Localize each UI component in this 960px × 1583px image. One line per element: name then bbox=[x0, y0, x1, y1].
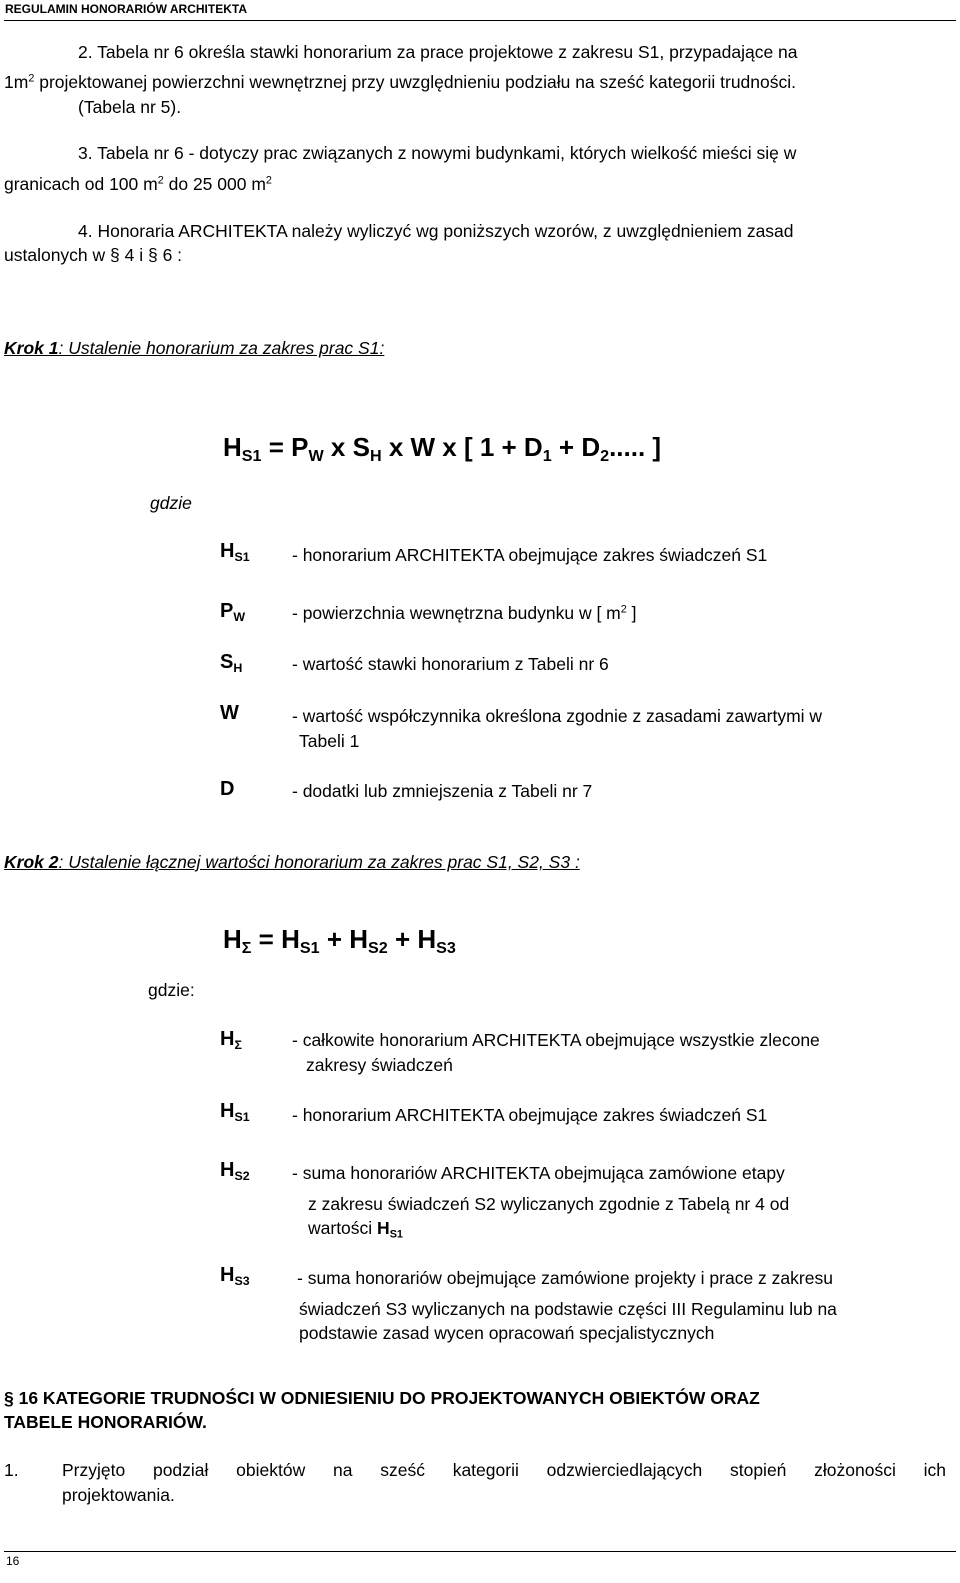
item-1-number: 1. bbox=[4, 1460, 19, 1480]
superscript-2a: 2 bbox=[157, 174, 164, 187]
def-text-d: - dodatki lub zmniejszenia z Tabeli nr 7 bbox=[292, 781, 593, 801]
section-sign: § bbox=[4, 1388, 14, 1408]
def-text: ] bbox=[626, 603, 637, 623]
def-text-hsigma-1: - całkowite honorarium ARCHITEKTA obejmujące wszystkie zlecone bbox=[292, 1030, 820, 1050]
formula-symbol: P bbox=[291, 432, 309, 462]
formula-subscript: S3 bbox=[436, 939, 456, 958]
paragraph-2-text-2: projektowanej powierzchni wewnętrznej przy uwzględnieniu podziału na sześć kategorii trudności. bbox=[34, 72, 796, 92]
formula-operator: + D bbox=[551, 432, 601, 462]
paragraph-4-text-c: 6 : bbox=[157, 245, 183, 265]
section-16-heading-2: TABELE HONORARIÓW. bbox=[4, 1412, 207, 1432]
where-label-1: gdzie bbox=[150, 493, 192, 513]
def-text: wartości bbox=[308, 1218, 378, 1238]
section-16-title-1: 16 KATEGORIE TRUDNOŚCI W ODNIESIENIU DO PROJEKTOWANYCH OBIEKTÓW ORAZ bbox=[13, 1388, 760, 1408]
formula-symbol: H bbox=[223, 432, 242, 462]
superscript-2: 2 bbox=[28, 72, 35, 85]
def-symbol: H bbox=[220, 540, 235, 562]
paragraph-3-line-2 bbox=[4, 174, 272, 195]
step-2-text: : Ustalenie łącznej wartości honorarium za zakres prac S1, S2, S3 : bbox=[58, 852, 580, 872]
paragraph-2-line-3: (Tabela nr 5). bbox=[78, 97, 182, 117]
paragraph-3-text-a: granicach od 100 m bbox=[4, 174, 158, 194]
formula-symbol: H bbox=[223, 924, 242, 954]
formula-honorarium-s1 bbox=[223, 432, 662, 466]
footer-divider bbox=[4, 1551, 956, 1552]
where-label-2: gdzie: bbox=[148, 980, 195, 1000]
def-text-hs3-1: - suma honorariów obejmujące zamówione projekty i prace z zakresu bbox=[297, 1268, 833, 1288]
formula-subscript: S2 bbox=[368, 939, 388, 958]
def-symbol: H bbox=[377, 1218, 390, 1238]
def-symbol-hs2 bbox=[220, 1159, 250, 1182]
paragraph-2-text-1: Tabela nr 6 określa stawki honorarium za prace projektowe z zakresu S1, przypadające na bbox=[97, 42, 798, 62]
def-subscript: S1 bbox=[234, 549, 250, 564]
def-text-hs2-1: - suma honorariów ARCHITEKTA obejmująca zamówione etapy bbox=[292, 1163, 785, 1183]
def-text-hs2-2: z zakresu świadczeń S2 wyliczanych zgodnie z Tabelą nr 4 od bbox=[308, 1194, 790, 1214]
step-1-heading bbox=[4, 338, 384, 359]
unit-m: 1m bbox=[4, 72, 29, 92]
def-symbol-pw bbox=[220, 600, 245, 623]
formula-subscript: Σ bbox=[241, 939, 252, 958]
step-1-label: Krok 1 bbox=[4, 338, 59, 358]
item-1-line-2: projektowania. bbox=[62, 1485, 175, 1505]
item-1-line-1: Przyjęto podział obiektów na sześć kategorii odzwierciedlających stopień złożoności ich bbox=[62, 1460, 946, 1480]
formula-symbol: H bbox=[417, 924, 437, 954]
section-16-heading-1 bbox=[4, 1388, 760, 1409]
formula-operator: x W x [ 1 + D bbox=[381, 432, 543, 462]
formula-operator: + bbox=[319, 924, 350, 954]
formula-symbol: S bbox=[352, 432, 370, 462]
formula-subscript: S1 bbox=[299, 939, 320, 958]
def-symbol-hsigma bbox=[220, 1028, 242, 1051]
section-sign: § bbox=[147, 245, 158, 265]
def-symbol: H bbox=[220, 1159, 235, 1181]
def-text: - powierzchnia wewnętrzna budynku w [ m bbox=[292, 603, 621, 623]
def-subscript: S1 bbox=[234, 1109, 250, 1124]
formula-operator: = bbox=[261, 432, 292, 462]
paragraph-4-text-b: 4 i bbox=[119, 245, 148, 265]
step-2-label: Krok 2 bbox=[4, 852, 59, 872]
section-sign: § bbox=[110, 245, 120, 265]
def-symbol: H bbox=[220, 1028, 235, 1050]
paragraph-4-line-2 bbox=[4, 245, 182, 266]
def-symbol: H bbox=[220, 1100, 235, 1122]
formula-symbol: H bbox=[281, 924, 300, 954]
def-symbol-hs1-b bbox=[220, 1100, 250, 1123]
formula-symbol: H bbox=[349, 924, 369, 954]
def-subscript: H bbox=[233, 660, 243, 675]
paragraph-2-line-1 bbox=[78, 42, 798, 63]
def-symbol: H bbox=[220, 1264, 235, 1286]
formula-operator: x bbox=[323, 432, 353, 462]
formula-subscript: S1 bbox=[241, 447, 262, 466]
def-text-hs3-2: świadczeń S3 wyliczanych na podstawie części III Regulaminu lub na bbox=[299, 1299, 837, 1319]
paragraph-2-line-2 bbox=[4, 72, 796, 93]
def-text-hs3-3: podstawie zasad wycen opracowań specjalistycznych bbox=[299, 1323, 715, 1343]
def-text-hs1: - honorarium ARCHITEKTA obejmujące zakres świadczeń S1 bbox=[292, 545, 768, 565]
def-text-w-1: - wartość współczynnika określona zgodnie z zasadami zawartymi w bbox=[292, 706, 823, 726]
running-header: REGULAMIN HONORARIÓW ARCHITEKTA bbox=[5, 2, 247, 16]
step-2-heading bbox=[4, 852, 580, 873]
step-1-text: : Ustalenie honorarium za zakres prac S1: bbox=[58, 338, 385, 358]
def-text-hs2-3 bbox=[308, 1218, 403, 1239]
superscript-2b: 2 bbox=[265, 174, 272, 187]
def-subscript: S2 bbox=[234, 1168, 250, 1183]
paragraph-4-text-a: ustalonych w bbox=[4, 245, 111, 265]
page-number: 16 bbox=[6, 1554, 20, 1568]
def-symbol-hs1 bbox=[220, 540, 250, 563]
def-text-hs1-b: - honorarium ARCHITEKTA obejmujące zakres świadczeń S1 bbox=[292, 1105, 768, 1125]
paragraph-2-number: 2. bbox=[78, 42, 93, 62]
paragraph-3-text-b: do 25 000 m bbox=[163, 174, 266, 194]
def-symbol-d: D bbox=[220, 778, 235, 800]
def-symbol: S bbox=[220, 651, 234, 673]
formula-operator: = bbox=[251, 924, 282, 954]
formula-subscript: 2 bbox=[600, 447, 610, 466]
def-subscript: S1 bbox=[389, 1228, 403, 1241]
formula-subscript: H bbox=[369, 447, 382, 466]
formula-subscript: 1 bbox=[542, 447, 552, 466]
formula-subscript: W bbox=[308, 447, 324, 466]
header-divider bbox=[4, 20, 956, 21]
def-text-pw bbox=[292, 603, 637, 624]
def-subscript: Σ bbox=[234, 1037, 242, 1052]
formula-honorarium-total bbox=[223, 924, 456, 958]
superscript-2: 2 bbox=[620, 603, 627, 616]
def-text-sh: - wartość stawki honorarium z Tabeli nr 6 bbox=[292, 654, 609, 674]
def-symbol: P bbox=[220, 600, 234, 622]
formula-operator: ..... ] bbox=[609, 432, 662, 462]
def-subscript: W bbox=[233, 609, 246, 624]
def-symbol-w: W bbox=[220, 702, 239, 724]
def-symbol-hs3 bbox=[220, 1264, 250, 1287]
paragraph-4-line-1: 4. Honoraria ARCHITEKTA należy wyliczyć wg poniższych wzorów, z uwzględnieniem zasad bbox=[78, 221, 794, 241]
formula-operator: + bbox=[387, 924, 418, 954]
def-text-w-2: Tabeli 1 bbox=[299, 731, 360, 751]
def-symbol-sh bbox=[220, 651, 242, 674]
def-text-hsigma-2: zakresy świadczeń bbox=[306, 1055, 453, 1075]
def-subscript: S3 bbox=[234, 1273, 250, 1288]
paragraph-3-line-1: 3. Tabela nr 6 - dotyczy prac związanych z nowymi budynkami, których wielkość mieści się w bbox=[78, 143, 797, 163]
